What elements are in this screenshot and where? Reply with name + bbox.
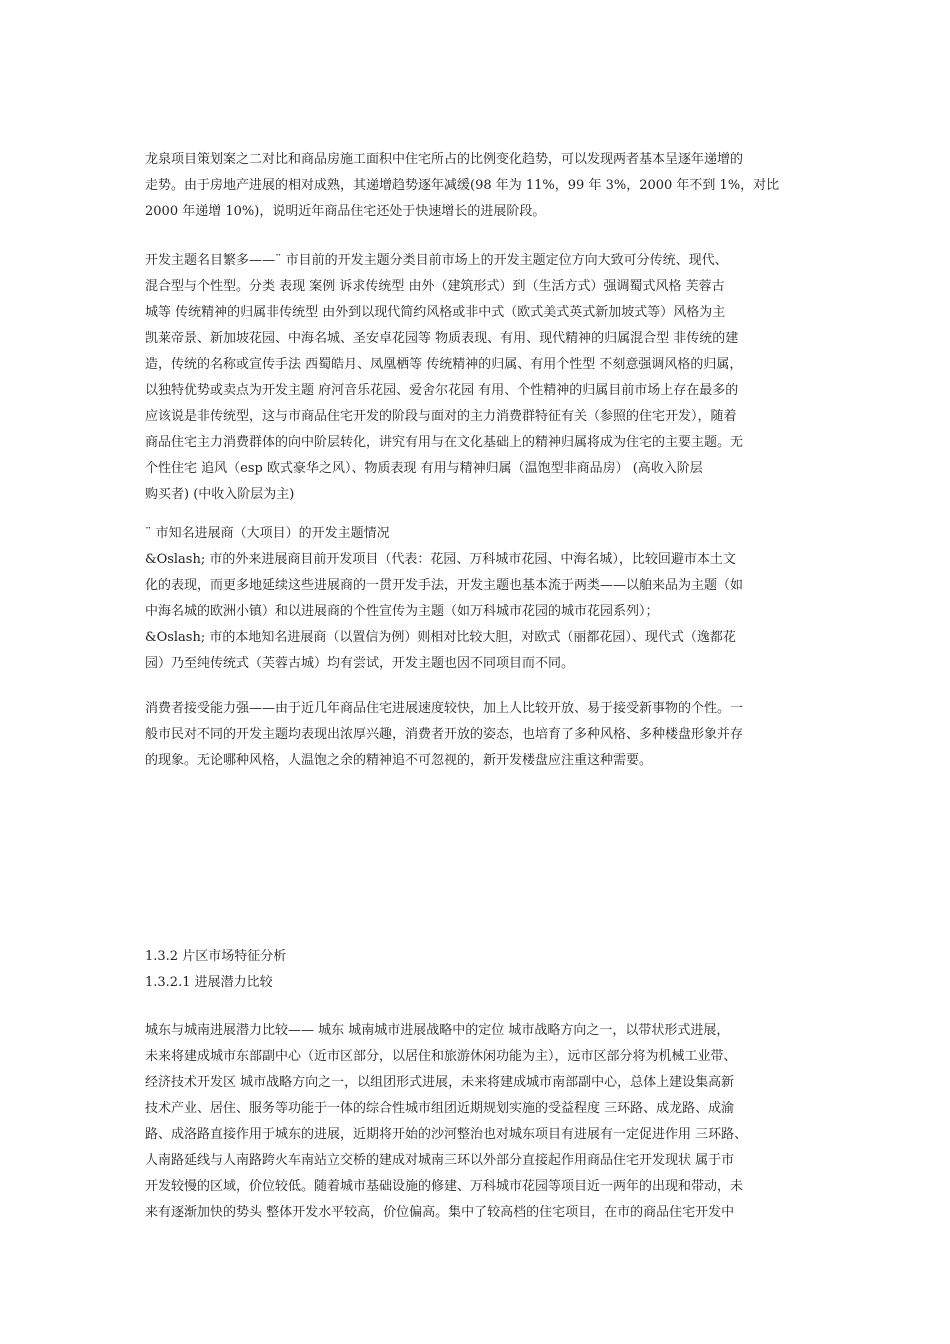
text-line: 中海名城的欧洲小镇）和以进展商的个性宣传为主题（如万科城市花园的城市花园系列）； [145, 604, 659, 619]
text-line: 城等 传统精神的归属非传统型 由外到以现代简约风格或非中式（欧式美式英式新加坡式等）风格为主 [145, 305, 726, 320]
text-line: 技术产业、居住、服务等功能于一体的综合性城市组团近期规划实施的受益程度 三环路、成龙路、成渝 [145, 1101, 735, 1116]
subsection-heading: 1.3.2.1 进展潜力比较 [145, 975, 273, 990]
text-line: ¨ 市知名进展商（大项目）的开发主题情况 [145, 526, 390, 541]
paragraph-developers [145, 521, 825, 677]
text-line: 龙泉项目策划案之二对比和商品房施工面积中住宅所占的比例变化趋势，可以发现两者基本呈逐年递增的 [145, 152, 744, 167]
text-line: &Oslash; 市的本地知名进展商（以置信为例）则相对比较大胆，对欧式（丽都花园）、现代式（逸都花 [145, 630, 736, 645]
text-line: 人南路延线与人南路跨火车南站立交桥的建成对城南三环以外部分直接起作用商品住宅开发现状 属于市 [145, 1153, 735, 1168]
paragraph-growth-trend [145, 147, 825, 225]
section-heading: 1.3.2 片区市场特征分析 [145, 949, 287, 964]
paragraph-development-themes [145, 248, 825, 508]
text-line: 购买者) (中收入阶层为主) [145, 487, 295, 502]
text-line: 2000 年递增 10%)，说明近年商品住宅还处于快速增长的进展阶段。 [145, 204, 546, 219]
text-line: 化的表现，而更多地延续这些进展商的一贯开发手法，开发主题也基本流于两类——以舶来品为主题（如 [145, 578, 744, 593]
text-line: 开发较慢的区域，价位较低。随着城市基础设施的修建、万科城市花园等项目近一两年的出现和带动，未 [145, 1179, 744, 1194]
text-line: 般市民对不同的开发主题均表现出浓厚兴趣，消费者开放的姿态，也培育了多种风格、多种楼盘形象并存 [145, 727, 744, 742]
text-line: 的现象。无论哪种风格，人温饱之余的精神追不可忽视的，新开发楼盘应注重这种需要。 [145, 753, 653, 768]
paragraph-east-south-comparison [145, 1018, 825, 1226]
section-headings [145, 944, 825, 996]
text-line: 个性住宅 追风（esp 欧式豪华之风）、物质表现 有用与精神归属（温饱型非商品房） (高收入阶层 [145, 461, 703, 476]
text-line: 走势。由于房地产进展的相对成熟，其递增趋势逐年减缓(98 年为 11%，99 年 3%，2000 年不到 1%，对比 [145, 178, 780, 193]
text-line: 混合型与个性型。分类 表现 案例 诉求传统型 由外（建筑形式）到（生活方式）强调蜀式风格 芙蓉古 [145, 279, 725, 294]
text-line: 城东与城南进展潜力比较—— 城东 城南城市进展战略中的定位 城市战略方向之一，以带状形式进展， [145, 1023, 730, 1038]
text-line: 以独特优势或卖点为开发主题 府河音乐花园、爱舍尔花园 有用、个性精神的归属目前市场上存在最多的 [145, 383, 739, 398]
text-line: 来有逐渐加快的势头 整体开发水平较高，价位偏高。集中了较高档的住宅项目，在市的商品住宅开发中 [145, 1205, 735, 1220]
text-line: 凯莱帝景、新加坡花园、中海名城、圣安卓花园等 物质表现、有用、现代精神的归属混合型 非传统的建 [145, 331, 739, 346]
text-line: 未来将建成城市东部副中心（近市区部分，以居住和旅游休闲功能为主），远市区部分将为机械工业带、 [145, 1049, 737, 1064]
text-line: 商品住宅主力消费群体的向中阶层转化，讲究有用与在文化基础上的精神归属将成为住宅的主要主题。无 [145, 435, 744, 450]
text-line: 消费者接受能力强——由于近几年商品住宅进展速度较快，加上人比较开放、易于接受新事物的个性。一 [145, 701, 744, 716]
text-line: 路、成洛路直接作用于城东的进展，近期将开始的沙河整治也对城东项目有进展有一定促进作用 三环路、 [145, 1127, 748, 1142]
text-line: 开发主题名目繁多——¨ 市目前的开发主题分类目前市场上的开发主题定位方向大致可分传统、现代、 [145, 253, 728, 268]
text-line: 经济技术开发区 城市战略方向之一，以组团形式进展，未来将建成城市南部副中心，总体上建设集高新 [145, 1075, 735, 1090]
text-line: &Oslash; 市的外来进展商目前开发项目（代表：花园、万科城市花园、中海名城），比较回避市本土文 [145, 552, 736, 567]
text-line: 造，传统的名称或宣传手法 西蜀皓月、凤凰栖等 传统精神的归属、有用个性型 不刻意强调风格的归属， [145, 357, 743, 372]
text-line: 园）乃至纯传统式（芙蓉古城）均有尝试，开发主题也因不同项目而不同。 [145, 656, 575, 671]
paragraph-consumer-acceptance [145, 696, 825, 774]
text-line: 应该说是非传统型，这与市商品住宅开发的阶段与面对的主力消费群特征有关（参照的住宅开发），随着 [145, 409, 737, 424]
